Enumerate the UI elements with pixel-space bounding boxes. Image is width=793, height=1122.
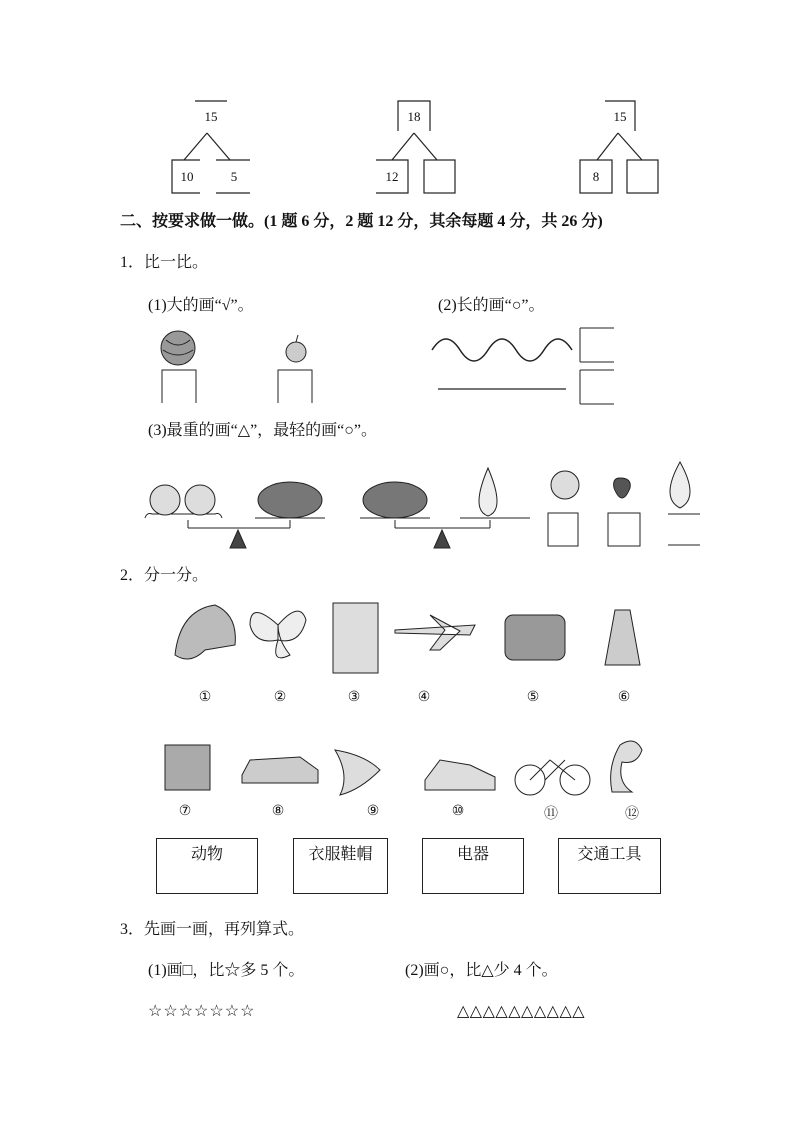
car-icon xyxy=(242,757,318,783)
item-label-11: ⑪ xyxy=(544,807,558,822)
item-label-7: ⑦ xyxy=(178,804,192,819)
tree2-top: 18 xyxy=(407,109,421,124)
shoes-icon xyxy=(425,760,495,790)
item-label-6: ⑥ xyxy=(617,690,631,705)
section-heading: 二、按要求做一做。(1 题 6 分，2 题 12 分，其余每题 4 分，共 26 分) xyxy=(120,213,603,230)
tree3-top: 15 xyxy=(613,109,627,124)
wavy-line xyxy=(432,339,572,361)
q1-part1: (1)大的画“√”。 xyxy=(148,297,254,314)
item-label-8: ⑧ xyxy=(271,804,285,819)
dress-icon xyxy=(605,610,640,665)
item-label-12: ⑫ xyxy=(625,807,639,822)
washing-machine-icon xyxy=(165,745,210,790)
q1-title: 1．比一比。 xyxy=(120,254,209,271)
q1-part2: (2)长的画“○”。 xyxy=(438,297,545,314)
bicycle-icon xyxy=(515,760,590,795)
item-label-2: ② xyxy=(273,690,287,705)
category-box-clothing[interactable]: 衣服鞋帽 xyxy=(293,838,388,894)
item-label-4: ④ xyxy=(417,690,431,705)
item-label-5: ⑤ xyxy=(526,690,540,705)
tree1-left: 10 xyxy=(180,169,194,184)
q2-title: 2．分一分。 xyxy=(120,567,209,584)
category-box-transport[interactable]: 交通工具 xyxy=(558,838,661,894)
tree2-left: 12 xyxy=(385,169,399,184)
item-label-3: ③ xyxy=(347,690,361,705)
tv-icon xyxy=(505,615,565,660)
apple-icon xyxy=(286,335,306,362)
watermelon-icon xyxy=(161,331,195,365)
stars-row: ☆☆☆☆☆☆☆ xyxy=(148,1003,256,1020)
airplane-icon xyxy=(395,615,475,650)
tree3-left: 8 xyxy=(592,169,600,184)
q1-part3: (3)最重的画“△”，最轻的画“○”。 xyxy=(148,422,378,439)
triangles-row: △△△△△△△△△△ xyxy=(457,1003,586,1020)
item-label-9: ⑨ xyxy=(366,804,380,819)
item-label-10: ⑩ xyxy=(451,804,465,819)
cap-icon xyxy=(175,605,235,659)
butterfly-icon xyxy=(250,611,306,658)
balance-scales xyxy=(0,450,793,550)
tree1-right: 5 xyxy=(230,169,238,184)
fish-icon xyxy=(335,750,380,795)
category-box-animals[interactable]: 动物 xyxy=(156,838,258,894)
fridge-icon xyxy=(333,603,378,673)
category-box-appliances[interactable]: 电器 xyxy=(422,838,524,894)
tree1-top: 15 xyxy=(204,109,218,124)
monkey-icon xyxy=(611,741,642,792)
q3-part2: (2)画○，比△少 4 个。 xyxy=(405,962,558,979)
classification-pictures xyxy=(0,595,793,815)
item-label-1: ① xyxy=(198,690,212,705)
compare-size-and-length xyxy=(0,320,793,420)
q3-title: 3．先画一画，再列算式。 xyxy=(120,921,305,938)
q3-part1: (1)画□，比☆多 5 个。 xyxy=(148,962,305,979)
